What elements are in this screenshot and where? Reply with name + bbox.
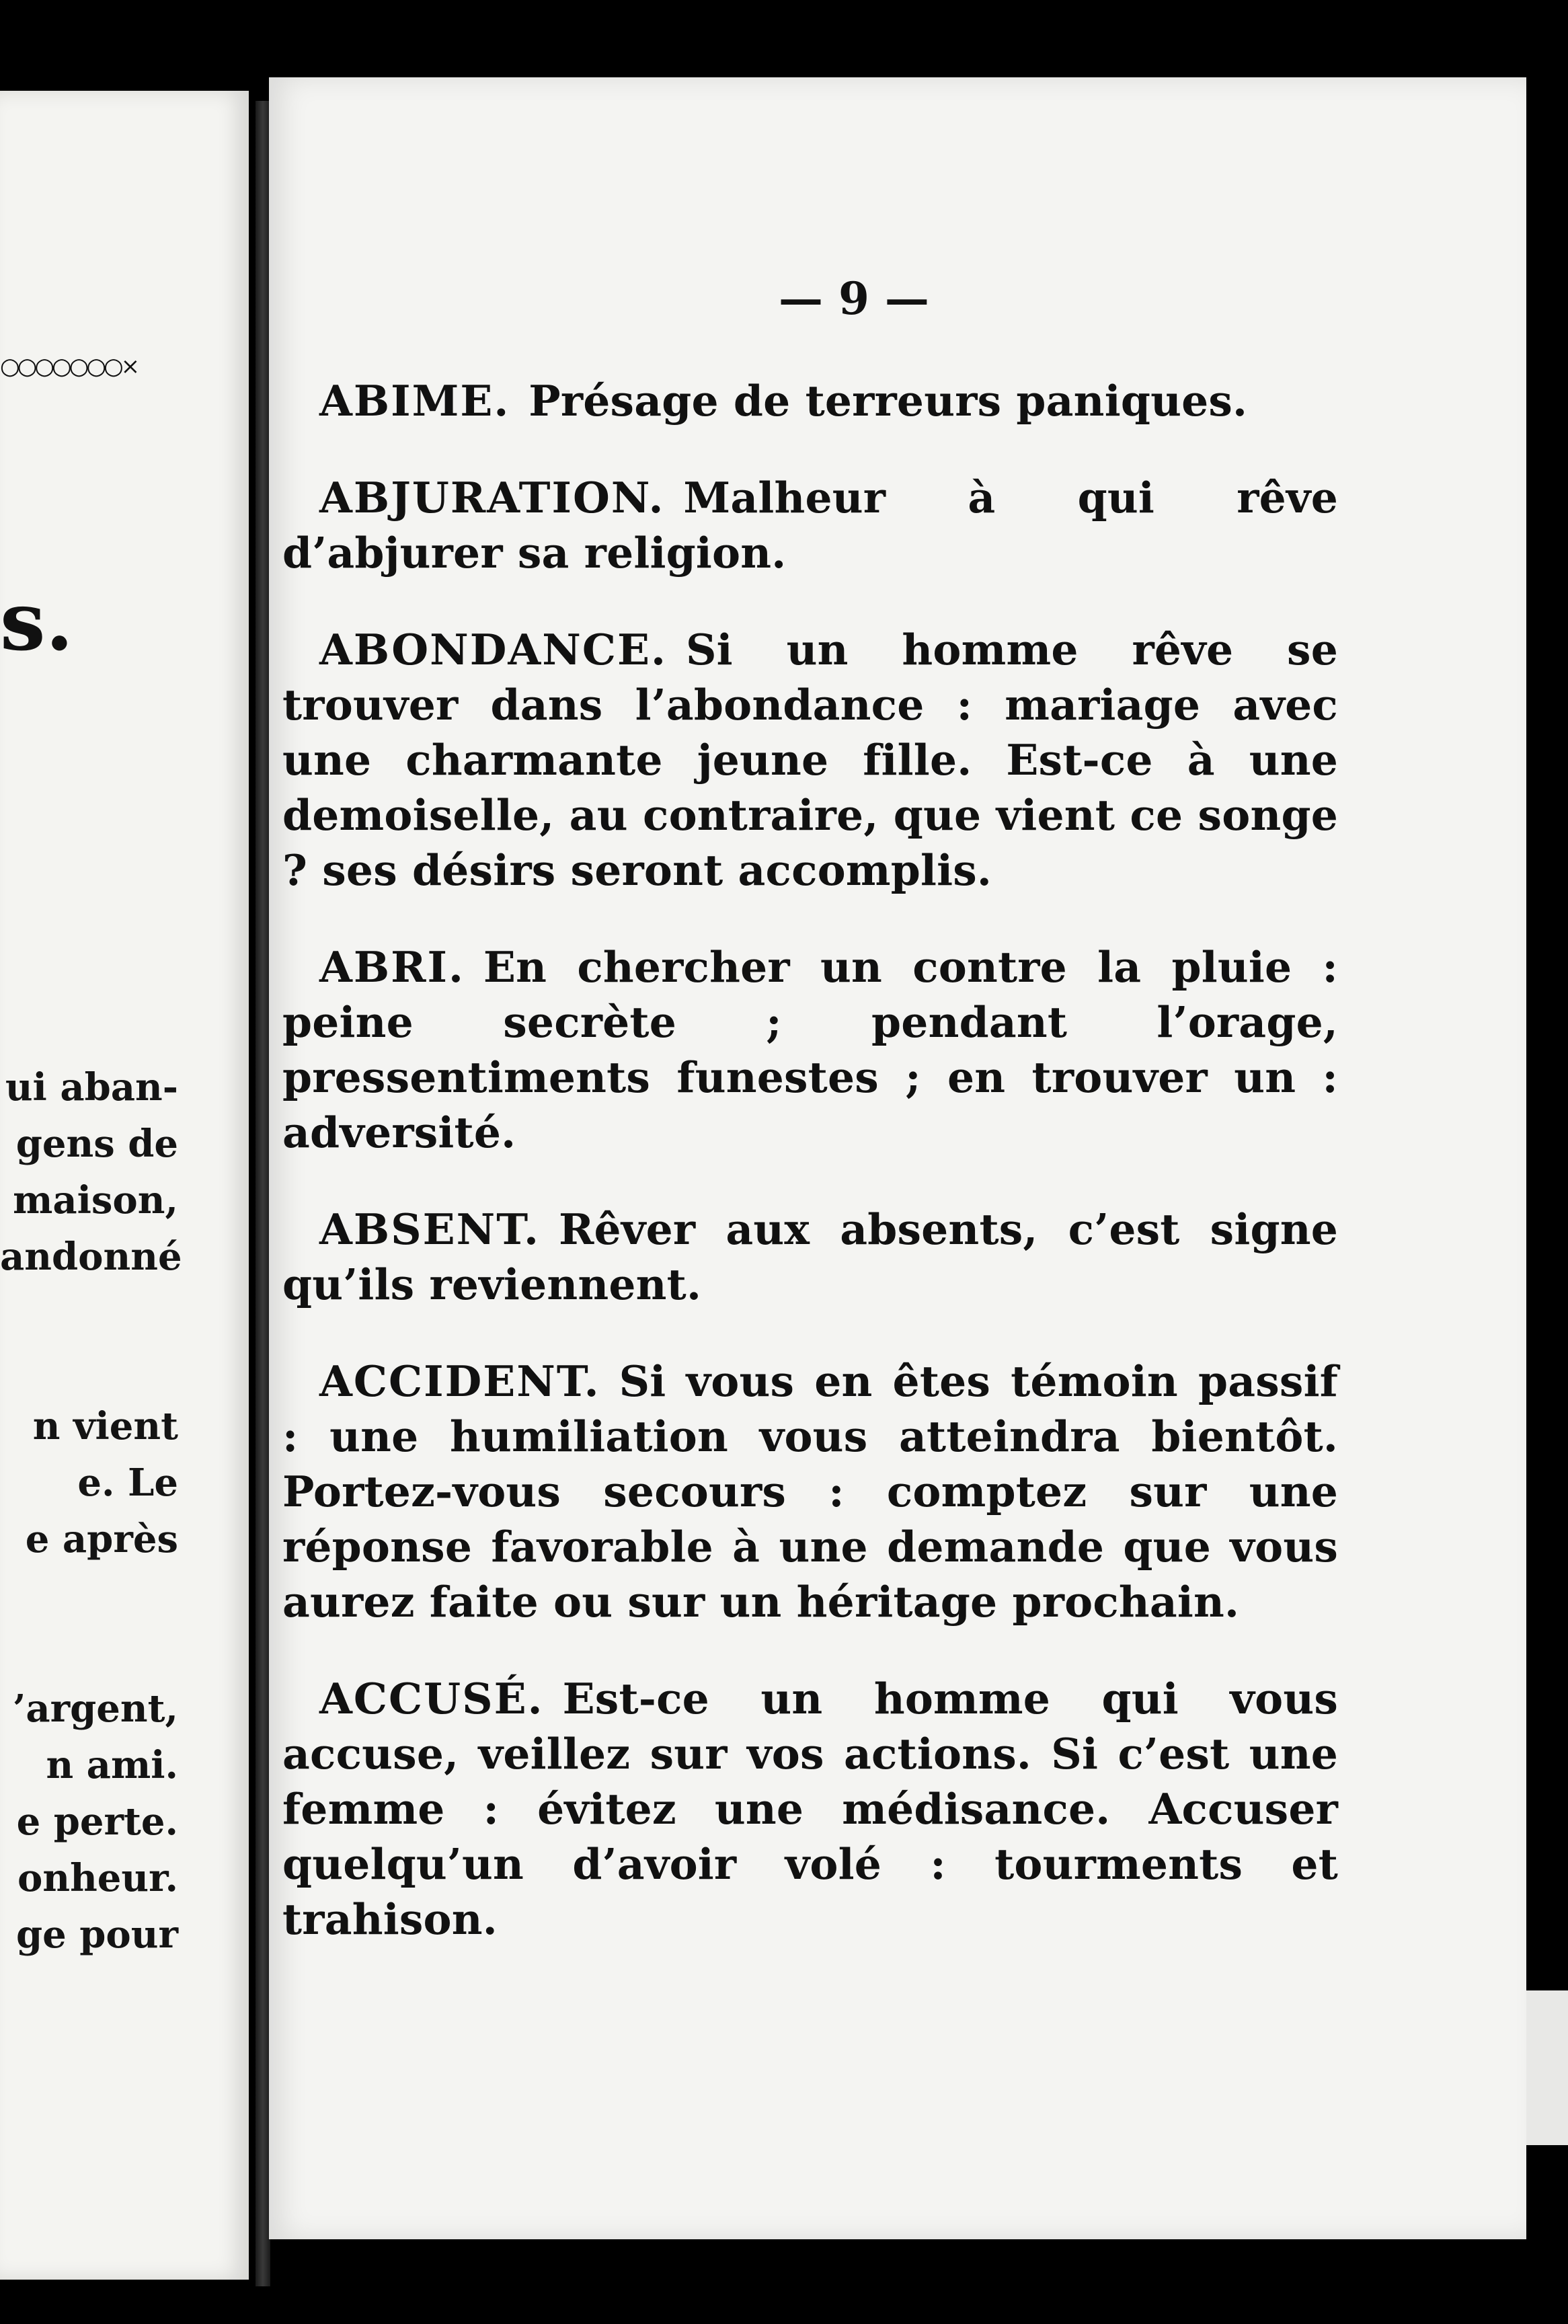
left-line: ge pour — [15, 1912, 178, 1957]
page-edge — [1526, 1990, 1568, 2145]
entry-accuse — [282, 1671, 1338, 1947]
entry-text: Est-ce un homme qui vous accuse, veillez sur vos actions. Si c’est une femme : évitez une médisance. Accuser quelqu’un d’avoir volé : tourments et trahison. — [282, 1674, 1338, 1944]
left-line: e après — [25, 1517, 178, 1561]
entry-term: ABRI. — [319, 942, 465, 992]
left-line: ’argent, — [12, 1687, 178, 1731]
left-line: e. Le — [77, 1461, 178, 1505]
entry-text: Si un homme rêve se trouver dans l’abondance : mariage avec une charmante jeune fille. Est-ce à une demoiselle, au contraire, que vient ce songe ? ses désirs seront accomplis. — [282, 625, 1338, 895]
left-line — [0, 1567, 249, 1624]
left-line — [0, 1285, 249, 1342]
entry-term: ABJURATION. — [319, 473, 665, 522]
entry-term: ACCIDENT. — [319, 1356, 600, 1406]
right-page — [269, 77, 1526, 2239]
left-line: n vient — [32, 1404, 178, 1448]
entry-abri — [282, 939, 1338, 1160]
entry-abondance — [282, 622, 1338, 898]
left-page — [0, 91, 249, 2280]
entry-text: En chercher un contre la pluie : peine secrète ; pendant l’orage, pressentiments funestes ; en trouver un : adversité. — [282, 942, 1338, 1157]
entry-abime — [282, 373, 1338, 428]
left-line: onheur. — [17, 1856, 178, 1900]
left-line: gens de — [15, 1122, 178, 1166]
entry-term: ABIME. — [319, 376, 510, 426]
left-line: n ami. — [46, 1743, 178, 1787]
entry-text: Si vous en êtes témoin passif : une humiliation vous atteindra bientôt. Portez-vous secours : comptez sur une réponse favorable à une demande que vous aurez faite ou sur un héritage prochain. — [282, 1356, 1338, 1627]
page-number: — 9 — — [779, 272, 929, 325]
entry-absent — [282, 1202, 1338, 1312]
left-heading-fragment: s. — [0, 574, 74, 669]
left-page-text — [0, 1059, 249, 1963]
entry-text: Malheur à qui rêve d’abjurer sa religion. — [282, 473, 1338, 578]
entry-accident — [282, 1354, 1338, 1629]
entry-term: ABSENT. — [319, 1204, 540, 1254]
left-line — [0, 1624, 249, 1680]
ornament-border: ○○○○○○○× — [0, 353, 138, 380]
left-line: maison, — [13, 1178, 178, 1223]
left-line: andonné — [0, 1235, 182, 1279]
entry-term: ACCUSÉ. — [319, 1674, 544, 1723]
book-spine — [256, 101, 270, 2286]
left-line: ui aban- — [5, 1065, 178, 1110]
entry-text: Rêver aux absents, c’est signe qu’ils reviennent. — [282, 1204, 1338, 1309]
entry-abjuration — [282, 470, 1338, 580]
entry-term: ABONDANCE. — [319, 625, 667, 674]
dictionary-entries — [282, 373, 1338, 1988]
left-line: e perte. — [16, 1799, 178, 1844]
entry-text: Présage de terreurs paniques. — [528, 376, 1248, 426]
left-line — [0, 1342, 249, 1398]
